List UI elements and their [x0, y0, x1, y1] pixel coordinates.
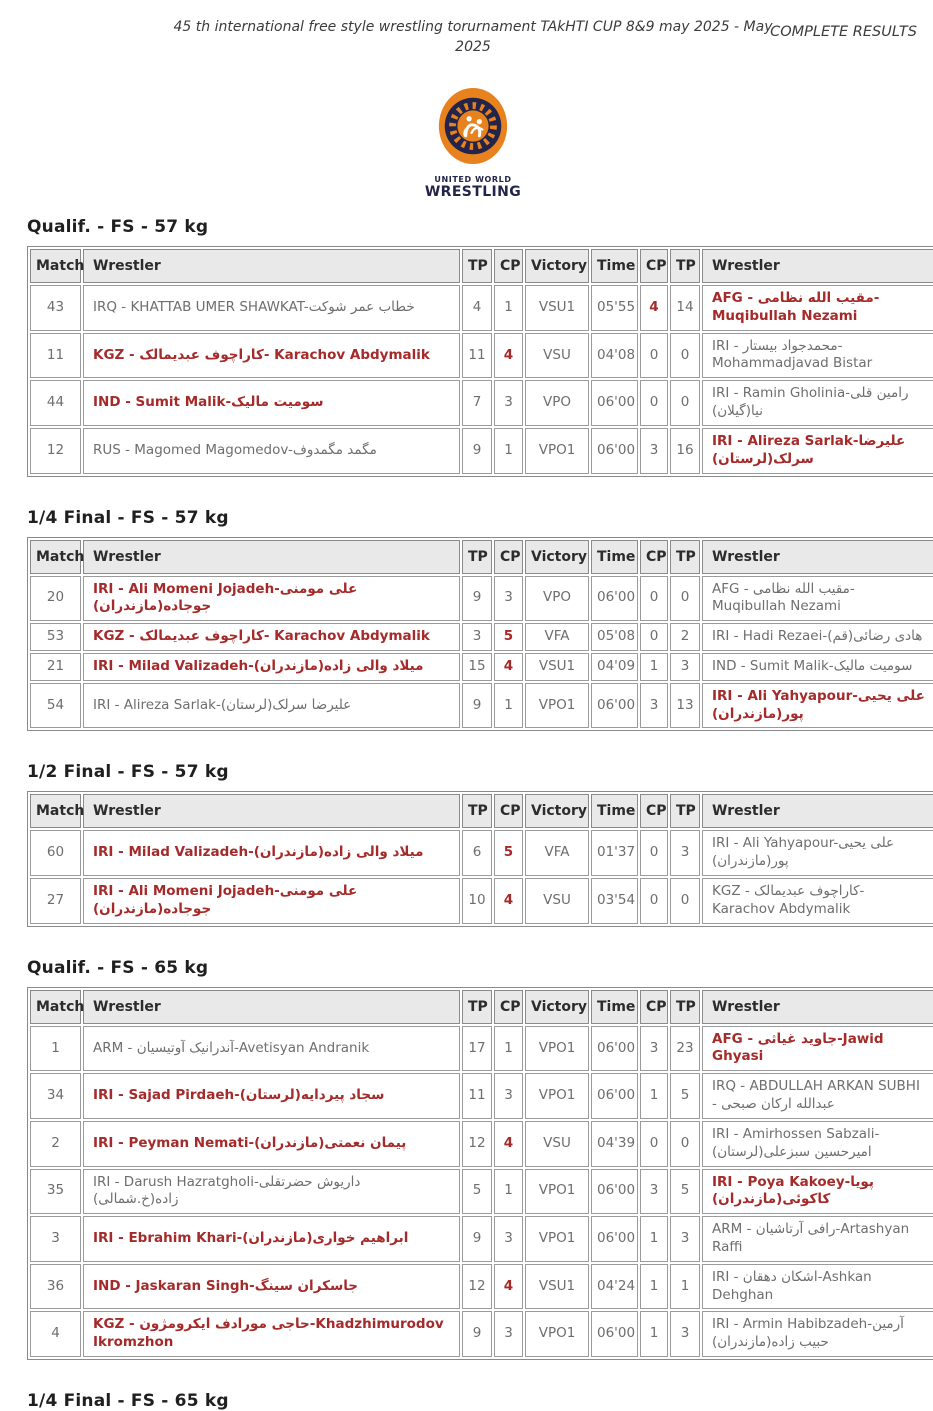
weight-class-section	[27, 958, 919, 1360]
match-time-cell: 06'00	[591, 576, 638, 622]
column-header-cp: CP	[494, 540, 523, 574]
tournament-title: 45 th international free style wrestling torurnament TAkHTI CUP 8&9 may 2025 - May 2025	[173, 19, 773, 56]
column-header-match: Match	[30, 540, 81, 574]
tp-left-cell: 9	[462, 428, 492, 474]
tp-right-cell: 1	[670, 1264, 700, 1310]
victory-type-cell: VFA	[525, 623, 589, 651]
match-time-cell: 06'00	[591, 683, 638, 729]
match-row	[30, 380, 933, 426]
wrestler-left-cell: KGZ - کاراچوف عبدیمالک- Karachov Abdymalik	[83, 623, 460, 651]
match-number-cell: 60	[30, 830, 81, 876]
match-number-cell: 20	[30, 576, 81, 622]
cp-right-cell: 3	[640, 1026, 668, 1072]
victory-type-cell: VSU1	[525, 653, 589, 681]
cp-left-cell: 3	[494, 380, 523, 426]
match-row	[30, 1311, 933, 1357]
tp-left-cell: 7	[462, 380, 492, 426]
column-header-wrestler: Wrestler	[702, 249, 933, 283]
match-number-cell: 43	[30, 285, 81, 331]
tp-right-cell: 14	[670, 285, 700, 331]
match-row	[30, 1073, 933, 1119]
cp-right-cell: 0	[640, 333, 668, 379]
match-row	[30, 683, 933, 729]
cp-right-cell: 0	[640, 1121, 668, 1167]
match-row	[30, 878, 933, 924]
match-time-cell: 04'39	[591, 1121, 638, 1167]
match-time-cell: 06'00	[591, 1216, 638, 1262]
column-header-cp: CP	[494, 249, 523, 283]
cp-right-cell: 1	[640, 653, 668, 681]
tp-right-cell: 3	[670, 653, 700, 681]
section-title: 1/2 Final - FS - 57 kg	[27, 762, 229, 783]
table-body	[30, 1026, 933, 1357]
match-number-cell: 21	[30, 653, 81, 681]
table-head	[30, 794, 933, 828]
tp-left-cell: 17	[462, 1026, 492, 1072]
table-body	[30, 576, 933, 729]
wrestler-right-cell: IRI - Armin Habibzadeh-آرمین حبیب زاده(مازندران)	[702, 1311, 933, 1357]
uww-wrestlers-icon	[434, 85, 512, 169]
tp-left-cell: 5	[462, 1169, 492, 1215]
wrestler-left-cell: IRI - Alireza Sarlak-علیرضا سرلک(لرستان)	[83, 683, 460, 729]
cp-left-cell: 1	[494, 1026, 523, 1072]
match-time-cell: 01'37	[591, 830, 638, 876]
victory-type-cell: VSU	[525, 333, 589, 379]
tp-left-cell: 3	[462, 623, 492, 651]
cp-left-cell: 1	[494, 285, 523, 331]
wrestler-right-cell: AFG - جاوید غیاثی-Jawid Ghyasi	[702, 1026, 933, 1072]
wrestler-left-cell: IRI - Milad Valizadeh-میلاد والی زاده(مازندران)	[83, 830, 460, 876]
column-header-victory: Victory	[525, 990, 589, 1024]
cp-right-cell: 1	[640, 1264, 668, 1310]
results-table	[27, 791, 933, 926]
wrestler-right-cell: IRI - Amirhossen Sabzali-امیرحسین سبزعلی(لرستان)	[702, 1121, 933, 1167]
complete-results-label: COMPLETE RESULTS	[770, 24, 917, 40]
column-header-match: Match	[30, 794, 81, 828]
cp-right-cell: 0	[640, 830, 668, 876]
match-number-cell: 4	[30, 1311, 81, 1357]
header-row	[30, 794, 933, 828]
cp-right-cell: 0	[640, 878, 668, 924]
column-header-time: Time	[591, 249, 638, 283]
victory-type-cell: VPO1	[525, 1073, 589, 1119]
results-table	[27, 246, 933, 477]
victory-type-cell: VSU	[525, 878, 589, 924]
column-header-cp: CP	[494, 990, 523, 1024]
cp-right-cell: 0	[640, 380, 668, 426]
wrestler-right-cell: IRI - Hadi Rezaei-هادی رضائی(قم)	[702, 623, 933, 651]
cp-right-cell: 0	[640, 623, 668, 651]
match-number-cell: 34	[30, 1073, 81, 1119]
uww-logo	[413, 85, 533, 200]
column-header-tp: TP	[462, 249, 492, 283]
wrestler-right-cell: IRI - Ramin Gholinia-رامین قلی نیا(گیلان)	[702, 380, 933, 426]
cp-left-cell: 4	[494, 333, 523, 379]
column-header-tp: TP	[670, 249, 700, 283]
column-header-cp: CP	[640, 794, 668, 828]
match-time-cell: 06'00	[591, 1026, 638, 1072]
match-time-cell: 05'08	[591, 623, 638, 651]
tp-left-cell: 15	[462, 653, 492, 681]
wrestler-right-cell: IRQ - ABDULLAH ARKAN SUBHI - عبدالله ارکان صبحی	[702, 1073, 933, 1119]
victory-type-cell: VPO1	[525, 428, 589, 474]
match-number-cell: 2	[30, 1121, 81, 1167]
wrestler-right-cell: IND - Sumit Malik-سومیت مالیک	[702, 653, 933, 681]
match-number-cell: 54	[30, 683, 81, 729]
tp-right-cell: 13	[670, 683, 700, 729]
column-header-tp: TP	[670, 794, 700, 828]
match-number-cell: 27	[30, 878, 81, 924]
table-head	[30, 540, 933, 574]
match-row	[30, 653, 933, 681]
match-row	[30, 428, 933, 474]
section-title: 1/4 Final - FS - 65 kg	[27, 1391, 229, 1411]
match-time-cell: 06'00	[591, 380, 638, 426]
cp-right-cell: 3	[640, 428, 668, 474]
wrestler-left-cell: IND - Jaskaran Singh-جاسکران سینگ	[83, 1264, 460, 1310]
cp-right-cell: 1	[640, 1073, 668, 1119]
wrestler-left-cell: IRQ - KHATTAB UMER SHAWKAT-خطاب عمر شوكت	[83, 285, 460, 331]
results-content	[27, 217, 925, 1411]
table-body	[30, 285, 933, 474]
wrestler-left-cell: IRI - Ali Momeni Jojadeh-علی مومنی جوجاده(مازندران)	[83, 576, 460, 622]
tp-right-cell: 0	[670, 1121, 700, 1167]
column-header-wrestler: Wrestler	[83, 990, 460, 1024]
tp-right-cell: 0	[670, 380, 700, 426]
tp-right-cell: 2	[670, 623, 700, 651]
column-header-wrestler: Wrestler	[83, 249, 460, 283]
results-table	[27, 987, 933, 1360]
column-header-victory: Victory	[525, 249, 589, 283]
column-header-victory: Victory	[525, 794, 589, 828]
tp-right-cell: 0	[670, 576, 700, 622]
column-header-victory: Victory	[525, 540, 589, 574]
tp-left-cell: 11	[462, 333, 492, 379]
cp-left-cell: 5	[494, 623, 523, 651]
column-header-time: Time	[591, 990, 638, 1024]
wrestler-left-cell: IRI - Sajad Pirdaeh-سجاد پیردایه(لرستان)	[83, 1073, 460, 1119]
match-time-cell: 04'24	[591, 1264, 638, 1310]
match-time-cell: 06'00	[591, 1169, 638, 1215]
match-number-cell: 11	[30, 333, 81, 379]
wrestler-right-cell: IRI - Ali Yahyapour-علی یحیی پور(مازندران)	[702, 830, 933, 876]
weight-class-section	[27, 507, 925, 732]
tp-right-cell: 23	[670, 1026, 700, 1072]
match-number-cell: 44	[30, 380, 81, 426]
match-time-cell: 04'09	[591, 653, 638, 681]
victory-type-cell: VSU1	[525, 285, 589, 331]
column-header-wrestler: Wrestler	[83, 794, 460, 828]
match-row	[30, 285, 933, 331]
cp-left-cell: 4	[494, 1264, 523, 1310]
match-number-cell: 1	[30, 1026, 81, 1072]
wrestler-right-cell: IRI - اشکان دهقان-Ashkan Dehghan	[702, 1264, 933, 1310]
cp-left-cell: 4	[494, 1121, 523, 1167]
cp-left-cell: 3	[494, 576, 523, 622]
wrestler-left-cell: IND - Sumit Malik-سومیت مالیک	[83, 380, 460, 426]
match-number-cell: 3	[30, 1216, 81, 1262]
match-number-cell: 35	[30, 1169, 81, 1215]
results-table	[27, 537, 933, 732]
match-time-cell: 06'00	[591, 1073, 638, 1119]
match-row	[30, 1169, 933, 1215]
cp-left-cell: 5	[494, 830, 523, 876]
victory-type-cell: VPO	[525, 576, 589, 622]
weight-class-section	[27, 217, 919, 477]
table-head	[30, 249, 933, 283]
column-header-tp: TP	[670, 990, 700, 1024]
wrestler-right-cell: AFG - مقیب الله نظامی-Muqibullah Nezami	[702, 285, 933, 331]
tp-left-cell: 11	[462, 1073, 492, 1119]
victory-type-cell: VSU1	[525, 1264, 589, 1310]
section-title: Qualif. - FS - 57 kg	[27, 217, 209, 237]
tp-right-cell: 3	[670, 1216, 700, 1262]
cp-right-cell: 4	[640, 285, 668, 331]
match-row	[30, 1264, 933, 1310]
match-row	[30, 576, 933, 622]
column-header-tp: TP	[462, 794, 492, 828]
victory-type-cell: VFA	[525, 830, 589, 876]
weight-class-section	[27, 1391, 919, 1411]
victory-type-cell: VSU	[525, 1121, 589, 1167]
match-time-cell: 06'00	[591, 428, 638, 474]
weight-class-section	[27, 762, 919, 926]
column-header-tp: TP	[462, 540, 492, 574]
column-header-cp: CP	[640, 249, 668, 283]
cp-left-cell: 3	[494, 1216, 523, 1262]
wrestler-left-cell: IRI - Ali Momeni Jojadeh-علی مومنی جوجاده(مازندران)	[83, 878, 460, 924]
cp-left-cell: 1	[494, 1169, 523, 1215]
match-row	[30, 623, 933, 651]
tp-left-cell: 6	[462, 830, 492, 876]
column-header-tp: TP	[670, 540, 700, 574]
wrestler-left-cell: IRI - Milad Valizadeh-میلاد والی زاده(مازندران)	[83, 653, 460, 681]
match-time-cell: 04'08	[591, 333, 638, 379]
tp-right-cell: 5	[670, 1169, 700, 1215]
header-row	[30, 540, 933, 574]
match-number-cell: 12	[30, 428, 81, 474]
table-body	[30, 830, 933, 923]
tp-left-cell: 10	[462, 878, 492, 924]
tp-left-cell: 4	[462, 285, 492, 331]
tp-right-cell: 16	[670, 428, 700, 474]
wrestler-left-cell: IRI - Darush Hazratgholi-داریوش حضرتقلی زاده(خ.شمالی)	[83, 1169, 460, 1215]
wrestler-left-cell: RUS - Magomed Magomedov-مگمد مگمدوف	[83, 428, 460, 474]
column-header-time: Time	[591, 540, 638, 574]
column-header-wrestler: Wrestler	[702, 794, 933, 828]
tp-left-cell: 12	[462, 1121, 492, 1167]
match-row	[30, 333, 933, 379]
cp-left-cell: 1	[494, 428, 523, 474]
wrestler-left-cell: ARM - آندرانیک آوتیسیان-Avetisyan Andranik	[83, 1026, 460, 1072]
match-number-cell: 36	[30, 1264, 81, 1310]
header-row	[30, 990, 933, 1024]
victory-type-cell: VPO1	[525, 1216, 589, 1262]
tp-right-cell: 0	[670, 878, 700, 924]
section-title: 1/4 Final - FS - 57 kg	[27, 507, 229, 528]
tp-left-cell: 9	[462, 576, 492, 622]
cp-right-cell: 0	[640, 576, 668, 622]
section-title: Qualif. - FS - 65 kg	[27, 957, 209, 978]
uww-logo-text-bottom: WRESTLING	[424, 184, 522, 200]
wrestler-right-cell: IRI - محمدجواد بیستار-Mohammadjavad Bistar	[702, 333, 933, 379]
victory-type-cell: VPO1	[525, 683, 589, 729]
tp-left-cell: 12	[462, 1264, 492, 1310]
document-header	[27, 0, 919, 58]
wrestler-right-cell: IRI - Alireza Sarlak-علیرضا سرلک(لرستان)	[702, 428, 933, 474]
cp-right-cell: 1	[640, 1216, 668, 1262]
uww-logo-text-top: UNITED WORLD	[434, 175, 512, 184]
table-head	[30, 990, 933, 1024]
cp-right-cell: 3	[640, 1169, 668, 1215]
wrestler-left-cell: IRI - Peyman Nemati-پیمان نعمتی(مازندران)	[83, 1121, 460, 1167]
match-row	[30, 1216, 933, 1262]
tp-right-cell: 0	[670, 333, 700, 379]
victory-type-cell: VPO1	[525, 1026, 589, 1072]
match-number-cell: 53	[30, 623, 81, 651]
cp-left-cell: 3	[494, 1311, 523, 1357]
wrestler-left-cell: KGZ - حاجی مورادف ایکرومژون-Khadzhimurodov Ikromzhon	[83, 1311, 460, 1357]
column-header-match: Match	[30, 990, 81, 1024]
match-time-cell: 03'54	[591, 878, 638, 924]
cp-left-cell: 1	[494, 683, 523, 729]
wrestler-right-cell: IRI - Poya Kakoey-پویا کاکوئی(مازندران)	[702, 1169, 933, 1215]
column-header-cp: CP	[640, 540, 668, 574]
column-header-wrestler: Wrestler	[702, 990, 933, 1024]
cp-right-cell: 3	[640, 683, 668, 729]
tp-left-cell: 9	[462, 683, 492, 729]
match-row	[30, 1026, 933, 1072]
column-header-match: Match	[30, 249, 81, 283]
column-header-cp: CP	[640, 990, 668, 1024]
cp-left-cell: 4	[494, 653, 523, 681]
match-row	[30, 830, 933, 876]
cp-right-cell: 1	[640, 1311, 668, 1357]
tp-right-cell: 3	[670, 1311, 700, 1357]
column-header-cp: CP	[494, 794, 523, 828]
wrestler-right-cell: KGZ - کاراچوف عبدیمالک- Karachov Abdymalik	[702, 878, 933, 924]
wrestler-left-cell: IRI - Ebrahim Khari-ابراهیم خواری(مازندران)	[83, 1216, 460, 1262]
wrestler-right-cell: IRI - Ali Yahyapour-علی یحیی پور(مازندران)	[702, 683, 933, 729]
wrestler-right-cell: AFG - مقیب الله نظامی-Muqibullah Nezami	[702, 576, 933, 622]
victory-type-cell: VPO1	[525, 1169, 589, 1215]
tp-right-cell: 3	[670, 830, 700, 876]
match-time-cell: 05'55	[591, 285, 638, 331]
wrestler-right-cell: ARM - رافی آرتاشیان-Artashyan Raffi	[702, 1216, 933, 1262]
column-header-time: Time	[591, 794, 638, 828]
cp-left-cell: 4	[494, 878, 523, 924]
tp-left-cell: 9	[462, 1311, 492, 1357]
column-header-tp: TP	[462, 990, 492, 1024]
wrestler-left-cell: KGZ - کاراچوف عبدیمالک- Karachov Abdymalik	[83, 333, 460, 379]
victory-type-cell: VPO	[525, 380, 589, 426]
tp-right-cell: 5	[670, 1073, 700, 1119]
victory-type-cell: VPO1	[525, 1311, 589, 1357]
tp-left-cell: 9	[462, 1216, 492, 1262]
header-row	[30, 249, 933, 283]
match-row	[30, 1121, 933, 1167]
column-header-wrestler: Wrestler	[702, 540, 933, 574]
match-time-cell: 06'00	[591, 1311, 638, 1357]
cp-left-cell: 3	[494, 1073, 523, 1119]
column-header-wrestler: Wrestler	[83, 540, 460, 574]
